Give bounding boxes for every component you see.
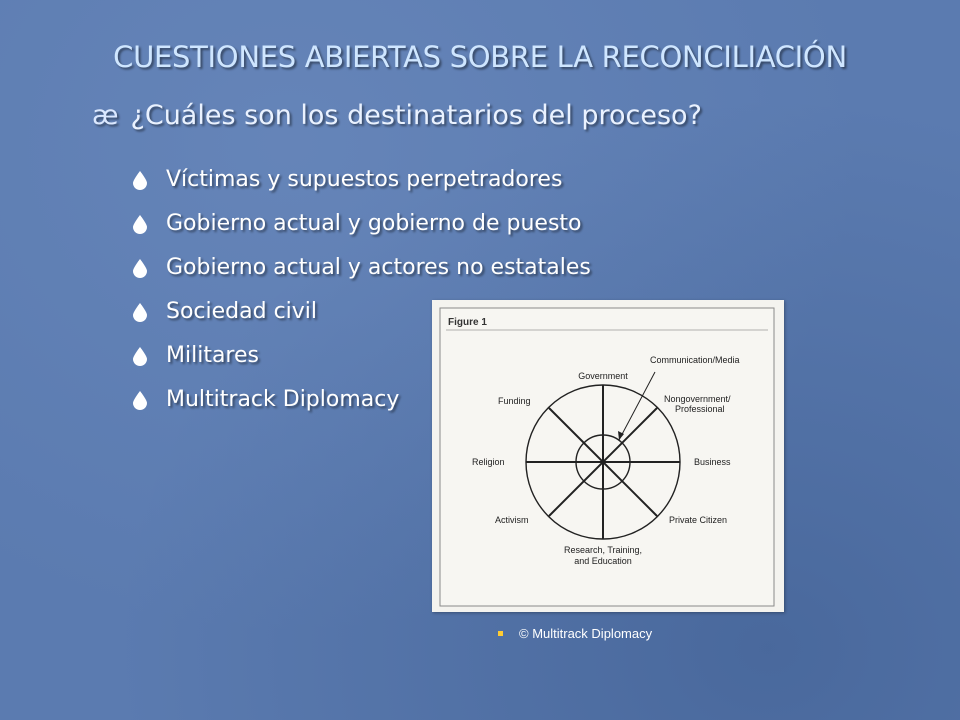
water-drop-icon bbox=[130, 170, 150, 190]
label-religion: Religion bbox=[472, 457, 505, 467]
question-bullet: æ bbox=[92, 100, 119, 131]
water-drop-icon bbox=[130, 390, 150, 410]
water-drop-icon bbox=[130, 302, 150, 322]
question-text: ¿Cuáles son los destinatarios del proceso? bbox=[130, 100, 702, 131]
question-line bbox=[92, 100, 702, 131]
label-private-citizen: Private Citizen bbox=[669, 515, 728, 525]
label-government: Government bbox=[578, 371, 628, 381]
caption-bullet-square bbox=[498, 631, 503, 636]
water-drop-icon bbox=[130, 346, 150, 366]
multitrack-figure bbox=[432, 300, 784, 612]
list-item-label: Gobierno actual y gobierno de puesto bbox=[166, 211, 582, 236]
list-item bbox=[130, 158, 591, 202]
label-business: Business bbox=[694, 457, 731, 467]
figure-heading: Figure 1 bbox=[448, 317, 487, 328]
caption bbox=[498, 626, 652, 641]
label-nongovernment: Nongovernment/ bbox=[664, 394, 731, 404]
water-drop-icon bbox=[130, 214, 150, 234]
label-activism: Activism bbox=[495, 515, 529, 525]
list-item-label: Multitrack Diplomacy bbox=[166, 387, 400, 412]
multitrack-diagram bbox=[432, 300, 784, 612]
label-education: and Education bbox=[574, 556, 632, 566]
label-research: Research, Training, bbox=[563, 545, 643, 555]
label-communication: Communication/Media bbox=[650, 355, 740, 365]
list-item-label: Sociedad civil bbox=[166, 299, 318, 324]
list-item-label: Gobierno actual y actores no estatales bbox=[166, 255, 591, 280]
label-professional: Professional bbox=[675, 404, 725, 414]
list-item-label: Víctimas y supuestos perpetradores bbox=[166, 167, 563, 192]
caption-text: © Multitrack Diplomacy bbox=[519, 626, 653, 641]
label-funding: Funding bbox=[498, 396, 531, 406]
list-item bbox=[130, 246, 591, 290]
water-drop-icon bbox=[130, 258, 150, 278]
list-item bbox=[130, 202, 591, 246]
list-item-label: Militares bbox=[166, 343, 259, 368]
slide-title: CUESTIONES ABIERTAS SOBRE LA RECONCILIACIÓN bbox=[113, 40, 847, 74]
